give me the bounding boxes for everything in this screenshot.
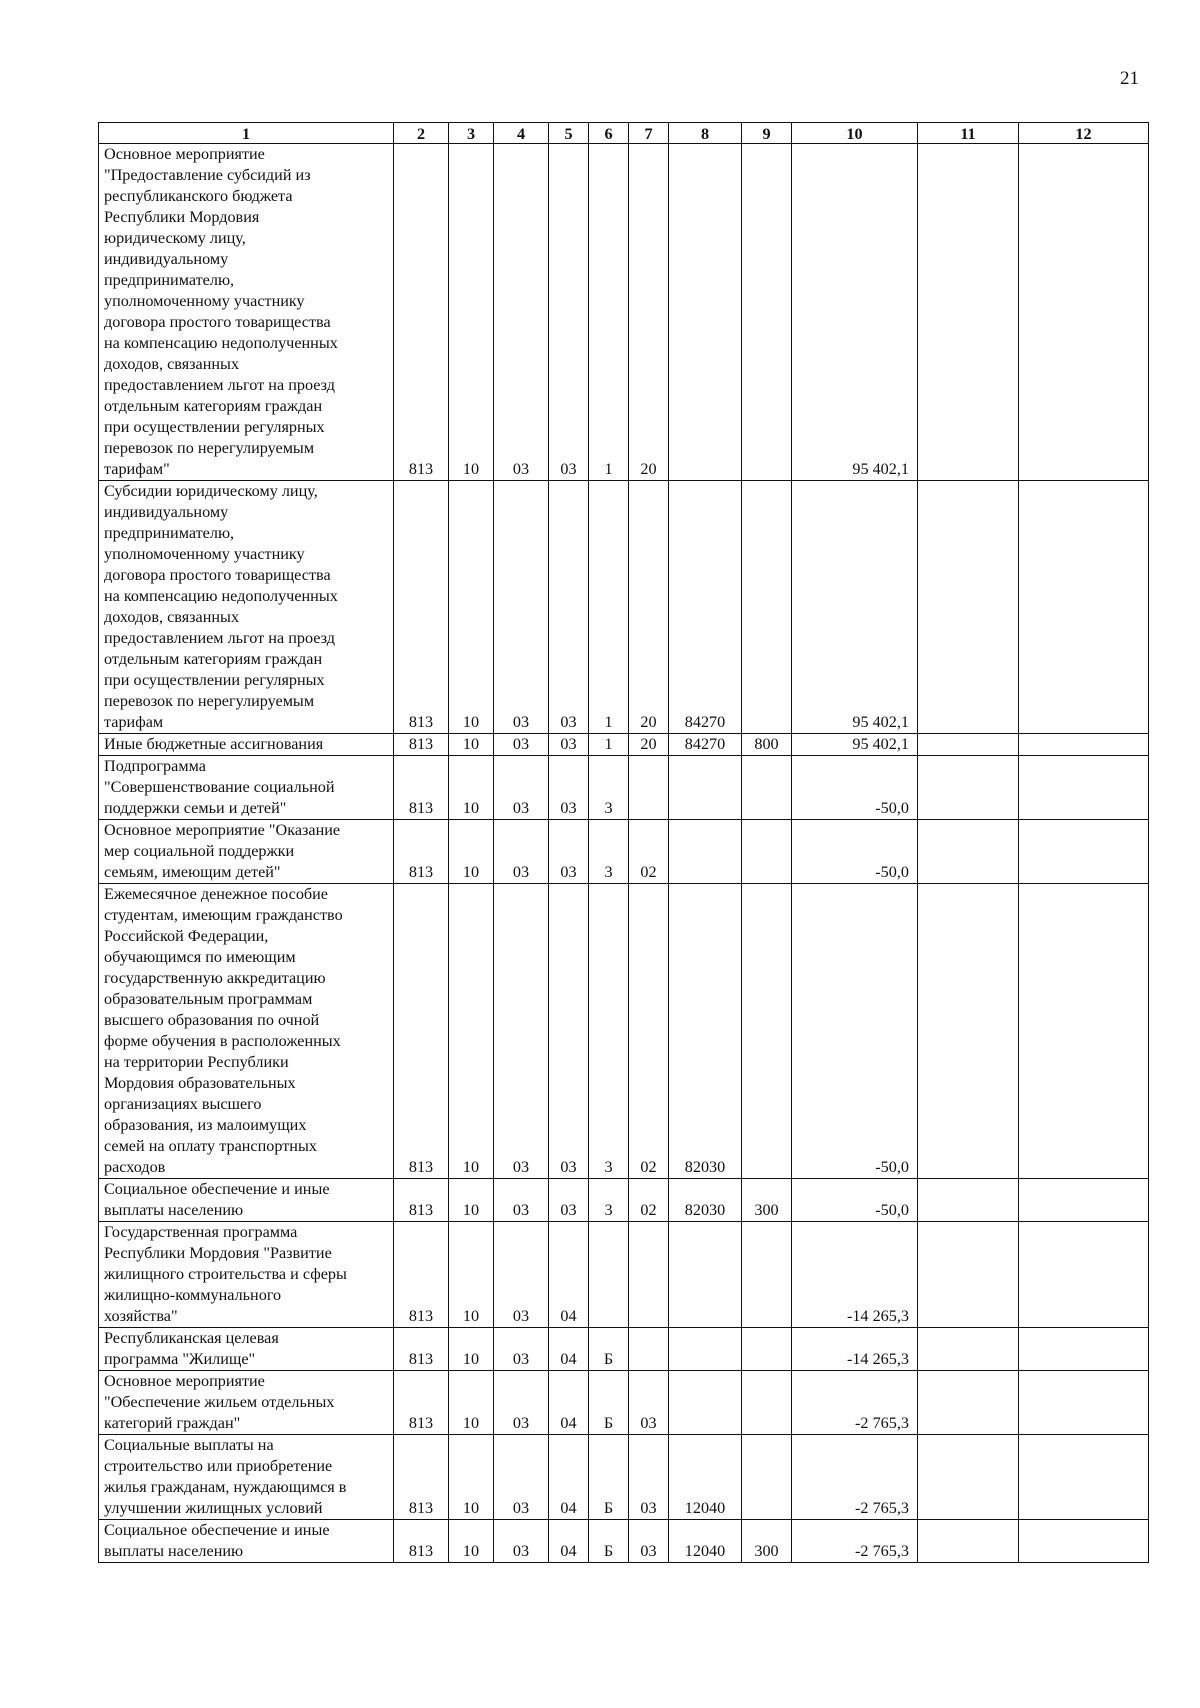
code-cell-col-7: 03: [629, 1371, 669, 1435]
amount-cell: -50,0: [792, 820, 918, 884]
code-cell-col-6: 1: [589, 144, 629, 481]
code-cell-col-8: 12040: [669, 1435, 742, 1520]
code-cell-col-12: [1019, 734, 1149, 756]
code-cell-col-7: 02: [629, 884, 669, 1179]
code-cell-col-9: [742, 1328, 792, 1371]
column-header-8: 8: [669, 123, 742, 144]
table-row: [99, 1520, 1149, 1563]
code-cell-col-7: [629, 1222, 669, 1328]
table-row: [99, 1435, 1149, 1520]
code-cell-col-11: [918, 820, 1019, 884]
code-cell-col-6: 1: [589, 481, 629, 734]
code-cell-col-9: 800: [742, 734, 792, 756]
row-description: Основное мероприятие "Обеспечение жильем отдельных категорий граждан": [99, 1371, 394, 1435]
code-cell-col-8: 84270: [669, 734, 742, 756]
code-cell-col-6: Б: [589, 1371, 629, 1435]
code-cell-col-4: 03: [494, 820, 549, 884]
code-cell-col-6: 3: [589, 756, 629, 820]
page-number: 21: [1120, 68, 1139, 89]
code-cell-col-7: 03: [629, 1520, 669, 1563]
code-cell-col-3: 10: [449, 1222, 494, 1328]
code-cell-col-9: [742, 820, 792, 884]
code-cell-col-5: 03: [549, 756, 589, 820]
code-cell-col-12: [1019, 1179, 1149, 1222]
code-cell-col-12: [1019, 1328, 1149, 1371]
code-cell-col-12: [1019, 820, 1149, 884]
code-cell-col-6: 3: [589, 884, 629, 1179]
code-cell-col-8: 82030: [669, 884, 742, 1179]
code-cell-col-6: 3: [589, 820, 629, 884]
code-cell-col-8: [669, 1328, 742, 1371]
code-cell-col-2: 813: [394, 1371, 449, 1435]
amount-cell: -2 765,3: [792, 1520, 918, 1563]
code-cell-col-4: 03: [494, 1520, 549, 1563]
code-cell-col-11: [918, 1520, 1019, 1563]
code-cell-col-12: [1019, 1435, 1149, 1520]
code-cell-col-3: 10: [449, 1371, 494, 1435]
code-cell-col-11: [918, 1371, 1019, 1435]
table-row: [99, 144, 1149, 481]
code-cell-col-3: 10: [449, 820, 494, 884]
code-cell-col-11: [918, 1328, 1019, 1371]
code-cell-col-11: [918, 1435, 1019, 1520]
code-cell-col-11: [918, 756, 1019, 820]
code-cell-col-5: 04: [549, 1328, 589, 1371]
row-description: Подпрограмма "Совершенствование социальной поддержки семьи и детей": [99, 756, 394, 820]
table-row: [99, 481, 1149, 734]
code-cell-col-7: 20: [629, 481, 669, 734]
code-cell-col-7: 20: [629, 144, 669, 481]
code-cell-col-2: 813: [394, 144, 449, 481]
code-cell-col-2: 813: [394, 1222, 449, 1328]
code-cell-col-3: 10: [449, 144, 494, 481]
code-cell-col-2: 813: [394, 481, 449, 734]
code-cell-col-9: [742, 756, 792, 820]
code-cell-col-5: 03: [549, 144, 589, 481]
code-cell-col-11: [918, 481, 1019, 734]
code-cell-col-9: [742, 144, 792, 481]
code-cell-col-12: [1019, 756, 1149, 820]
table-row: [99, 1179, 1149, 1222]
code-cell-col-7: 02: [629, 820, 669, 884]
row-description: Иные бюджетные ассигнования: [99, 734, 394, 756]
amount-cell: -50,0: [792, 1179, 918, 1222]
code-cell-col-12: [1019, 481, 1149, 734]
code-cell-col-6: [589, 1222, 629, 1328]
code-cell-col-2: 813: [394, 1328, 449, 1371]
amount-cell: -50,0: [792, 756, 918, 820]
code-cell-col-4: 03: [494, 1328, 549, 1371]
column-header-11: 11: [918, 123, 1019, 144]
code-cell-col-3: 10: [449, 1328, 494, 1371]
code-cell-col-4: 03: [494, 734, 549, 756]
code-cell-col-9: [742, 1222, 792, 1328]
table-row: [99, 884, 1149, 1179]
code-cell-col-2: 813: [394, 1435, 449, 1520]
code-cell-col-5: 04: [549, 1520, 589, 1563]
table-row: [99, 756, 1149, 820]
code-cell-col-8: [669, 144, 742, 481]
code-cell-col-5: 03: [549, 884, 589, 1179]
column-header-12: 12: [1019, 123, 1149, 144]
column-header-2: 2: [394, 123, 449, 144]
code-cell-col-3: 10: [449, 756, 494, 820]
code-cell-col-6: 1: [589, 734, 629, 756]
code-cell-col-2: 813: [394, 1520, 449, 1563]
table-row: [99, 1371, 1149, 1435]
code-cell-col-7: [629, 1328, 669, 1371]
code-cell-col-8: [669, 1371, 742, 1435]
column-header-5: 5: [549, 123, 589, 144]
code-cell-col-2: 813: [394, 734, 449, 756]
code-cell-col-6: 3: [589, 1179, 629, 1222]
code-cell-col-12: [1019, 1222, 1149, 1328]
code-cell-col-9: 300: [742, 1520, 792, 1563]
row-description: Ежемесячное денежное пособие студентам, имеющим гражданство Российской Федерации, обучающимся по имеющим государственную аккредитацию образовательным программам высшего образования по очной форме обучения в расположенных на территории Республики Мордовия образовательных организациях высшего образования, из малоимущих семей на оплату транспортных расходов: [99, 884, 394, 1179]
column-header-9: 9: [742, 123, 792, 144]
code-cell-col-4: 03: [494, 481, 549, 734]
code-cell-col-12: [1019, 884, 1149, 1179]
table-row: [99, 1222, 1149, 1328]
code-cell-col-4: 03: [494, 1179, 549, 1222]
code-cell-col-5: 04: [549, 1371, 589, 1435]
row-description: Субсидии юридическому лицу, индивидуальному предпринимателю, уполномоченному участнику договора простого товарищества на компенсацию недополученных доходов, связанных предоставлением льгот на проезд отдельным категориям граждан при осуществлении регулярных перевозок по нерегулируемым тарифам: [99, 481, 394, 734]
code-cell-col-2: 813: [394, 820, 449, 884]
code-cell-col-4: 03: [494, 1435, 549, 1520]
row-description: Государственная программа Республики Мордовия "Развитие жилищного строительства и сферы жилищно-коммунального хозяйства": [99, 1222, 394, 1328]
code-cell-col-4: 03: [494, 756, 549, 820]
amount-cell: -50,0: [792, 884, 918, 1179]
code-cell-col-5: 03: [549, 1179, 589, 1222]
code-cell-col-5: 03: [549, 820, 589, 884]
code-cell-col-12: [1019, 1371, 1149, 1435]
amount-cell: -14 265,3: [792, 1222, 918, 1328]
code-cell-col-7: 20: [629, 734, 669, 756]
table-row: [99, 820, 1149, 884]
code-cell-col-11: [918, 1179, 1019, 1222]
code-cell-col-5: 03: [549, 481, 589, 734]
amount-cell: -14 265,3: [792, 1328, 918, 1371]
code-cell-col-8: 82030: [669, 1179, 742, 1222]
table-body: [99, 144, 1149, 1563]
row-description: Основное мероприятие "Оказание мер социальной поддержки семьям, имеющим детей": [99, 820, 394, 884]
code-cell-col-7: [629, 756, 669, 820]
code-cell-col-8: [669, 1222, 742, 1328]
code-cell-col-9: [742, 1371, 792, 1435]
code-cell-col-6: Б: [589, 1520, 629, 1563]
table-header-row: [99, 123, 1149, 144]
column-header-3: 3: [449, 123, 494, 144]
code-cell-col-6: Б: [589, 1328, 629, 1371]
code-cell-col-3: 10: [449, 1435, 494, 1520]
code-cell-col-9: [742, 481, 792, 734]
row-description: Социальные выплаты на строительство или приобретение жилья гражданам, нуждающимся в улучшении жилищных условий: [99, 1435, 394, 1520]
code-cell-col-4: 03: [494, 1371, 549, 1435]
amount-cell: -2 765,3: [792, 1435, 918, 1520]
code-cell-col-4: 03: [494, 884, 549, 1179]
row-description: Социальное обеспечение и иные выплаты населению: [99, 1179, 394, 1222]
code-cell-col-2: 813: [394, 1179, 449, 1222]
code-cell-col-7: 03: [629, 1435, 669, 1520]
code-cell-col-3: 10: [449, 1520, 494, 1563]
table-row: [99, 734, 1149, 756]
code-cell-col-9: [742, 1435, 792, 1520]
code-cell-col-5: 04: [549, 1222, 589, 1328]
code-cell-col-3: 10: [449, 481, 494, 734]
amount-cell: -2 765,3: [792, 1371, 918, 1435]
code-cell-col-3: 10: [449, 884, 494, 1179]
code-cell-col-9: [742, 884, 792, 1179]
code-cell-col-2: 813: [394, 756, 449, 820]
code-cell-col-9: 300: [742, 1179, 792, 1222]
code-cell-col-11: [918, 884, 1019, 1179]
amount-cell: 95 402,1: [792, 144, 918, 481]
code-cell-col-11: [918, 734, 1019, 756]
code-cell-col-4: 03: [494, 144, 549, 481]
budget-table: [98, 122, 1149, 1563]
column-header-7: 7: [629, 123, 669, 144]
code-cell-col-5: 04: [549, 1435, 589, 1520]
code-cell-col-8: 84270: [669, 481, 742, 734]
column-header-4: 4: [494, 123, 549, 144]
amount-cell: 95 402,1: [792, 734, 918, 756]
code-cell-col-8: [669, 756, 742, 820]
table-row: [99, 1328, 1149, 1371]
code-cell-col-8: [669, 820, 742, 884]
code-cell-col-5: 03: [549, 734, 589, 756]
code-cell-col-12: [1019, 144, 1149, 481]
column-header-6: 6: [589, 123, 629, 144]
code-cell-col-6: Б: [589, 1435, 629, 1520]
amount-cell: 95 402,1: [792, 481, 918, 734]
code-cell-col-7: 02: [629, 1179, 669, 1222]
code-cell-col-11: [918, 1222, 1019, 1328]
row-description: Республиканская целевая программа "Жилище": [99, 1328, 394, 1371]
code-cell-col-11: [918, 144, 1019, 481]
column-header-10: 10: [792, 123, 918, 144]
code-cell-col-12: [1019, 1520, 1149, 1563]
code-cell-col-8: 12040: [669, 1520, 742, 1563]
row-description: Социальное обеспечение и иные выплаты населению: [99, 1520, 394, 1563]
code-cell-col-3: 10: [449, 734, 494, 756]
column-header-1: 1: [99, 123, 394, 144]
code-cell-col-4: 03: [494, 1222, 549, 1328]
code-cell-col-2: 813: [394, 884, 449, 1179]
code-cell-col-3: 10: [449, 1179, 494, 1222]
row-description: Основное мероприятие "Предоставление субсидий из республиканского бюджета Республики Мордовия юридическому лицу, индивидуальному предпринимателю, уполномоченному участнику договора простого товарищества на компенсацию недополученных доходов, связанных предоставлением льгот на проезд отдельным категориям граждан при осуществлении регулярных перевозок по нерегулируемым тарифам": [99, 144, 394, 481]
